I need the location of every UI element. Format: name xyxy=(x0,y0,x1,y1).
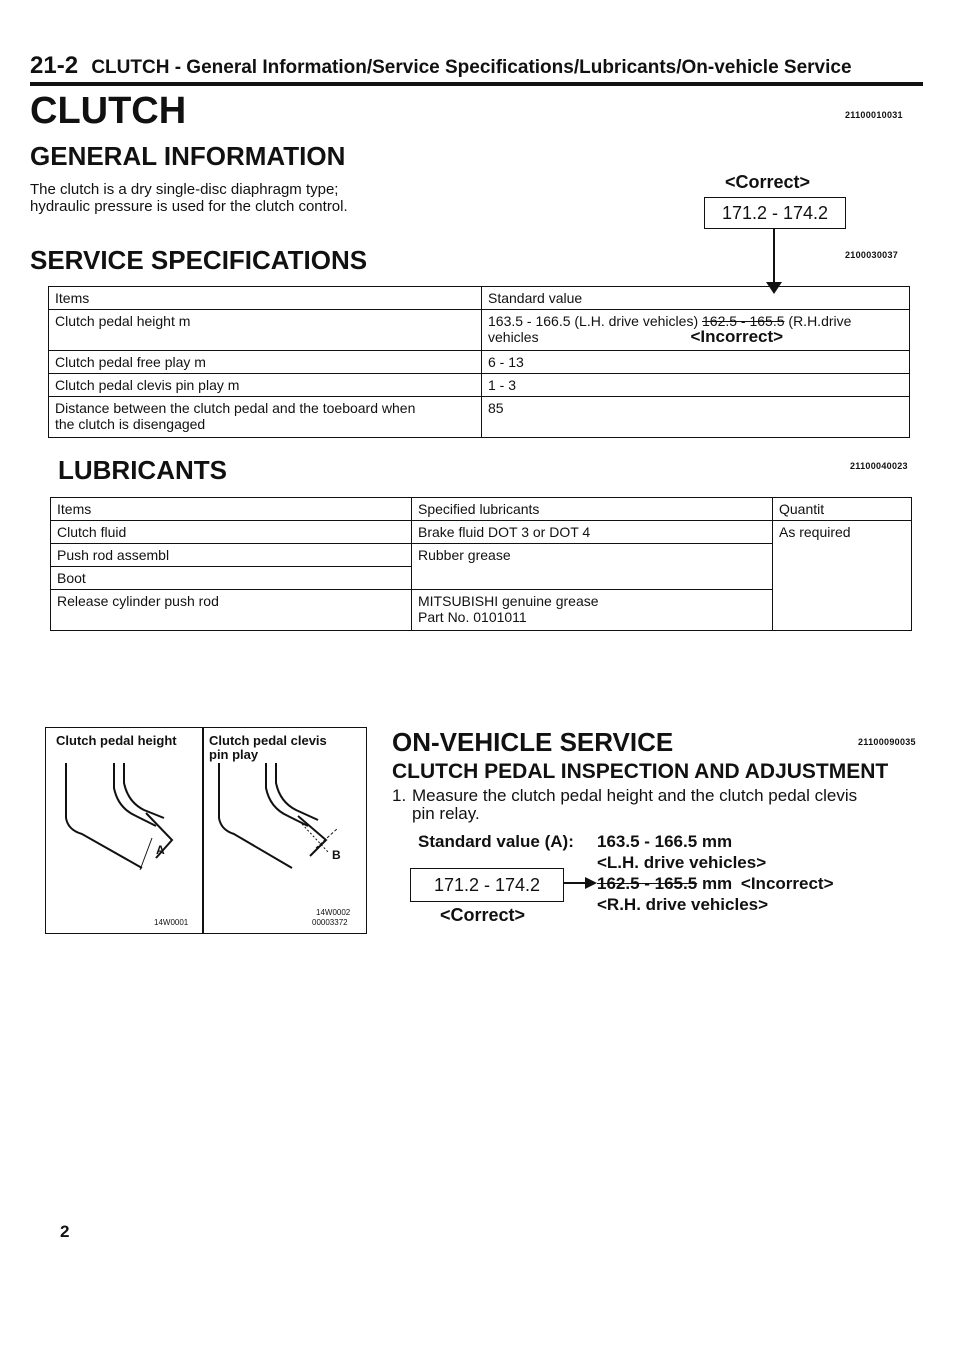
table-row xyxy=(49,351,910,374)
incorrect-line xyxy=(597,874,834,894)
incorrect-label: <Incorrect> xyxy=(690,327,784,346)
cell-line: the clutch is disengaged xyxy=(55,416,206,432)
pedal-drawing xyxy=(46,758,366,928)
correct-label-top: <Correct> xyxy=(725,172,811,192)
table-cell: Release cylinder push rod xyxy=(51,590,412,631)
table-cell: 85 xyxy=(482,397,910,438)
figure-left-label: Clutch pedal height xyxy=(56,733,177,748)
service-spec-table xyxy=(48,286,910,438)
cell-line: MITSUBISHI genuine grease xyxy=(418,593,599,609)
onvehicle-subheading: CLUTCH PEDAL INSPECTION AND ADJUSTMENT xyxy=(392,760,889,783)
header-title: CLUTCH - General Information/Service Specifications/Lubricants/On-vehicle Service xyxy=(91,57,852,78)
correct-label-bottom: <Correct> xyxy=(440,905,526,925)
table-row xyxy=(51,498,912,521)
lubricants-heading: LUBRICANTS xyxy=(58,455,227,485)
cell-line: Part No. 0101011 xyxy=(418,609,527,625)
table-cell: 1 - 3 xyxy=(482,374,910,397)
col-header: Items xyxy=(51,498,412,521)
step-line-2: pin relay. xyxy=(412,804,480,823)
table-row xyxy=(49,310,910,351)
rh-drive-label: <R.H. drive vehicles> xyxy=(597,895,769,914)
table-row xyxy=(51,521,912,544)
step-line-1: Measure the clutch pedal height and the clutch pedal clevis xyxy=(412,786,858,805)
lh-drive-label: <L.H. drive vehicles> xyxy=(597,853,767,872)
table-cell: Rubber grease xyxy=(412,544,773,590)
col-header: Standard value xyxy=(482,287,910,310)
table-row xyxy=(49,397,910,438)
correction-arrow-right xyxy=(563,876,599,890)
running-header xyxy=(30,52,852,80)
table-cell: Brake fluid DOT 3 or DOT 4 xyxy=(412,521,773,544)
page-code: 21-2 xyxy=(30,52,79,79)
cell-line: Distance between the clutch pedal and the toeboard when xyxy=(55,400,416,416)
pedal-figure xyxy=(45,727,367,934)
table-cell: Push rod assembl xyxy=(51,544,412,567)
table-row xyxy=(49,287,910,310)
figure-letter-a: A xyxy=(156,843,165,857)
spec-value: 163.5 - 166.5 (L.H. drive vehicles) xyxy=(488,313,699,329)
header-rule xyxy=(30,82,923,86)
lubricants-code: 21100040023 xyxy=(850,461,908,471)
col-header: Quantit xyxy=(773,498,912,521)
service-spec-heading: SERVICE SPECIFICATIONS xyxy=(30,245,368,275)
standard-value-label: Standard value (A): xyxy=(418,832,574,851)
correct-value-box-top: 171.2 - 174.2 xyxy=(704,197,846,229)
correction-arrow-line xyxy=(773,228,775,284)
table-row xyxy=(49,374,910,397)
table-cell: Clutch fluid xyxy=(51,521,412,544)
lubricants-table xyxy=(50,497,912,631)
service-spec-code: 2100030037 xyxy=(845,250,899,260)
main-title: CLUTCH xyxy=(30,90,187,132)
table-cell: Clutch pedal clevis pin play m xyxy=(49,374,482,397)
spec-value: vehicles xyxy=(488,329,539,345)
col-header: Items xyxy=(49,287,482,310)
figure-right-code-2: 00003372 xyxy=(312,918,348,927)
incorrect-label: <Incorrect> xyxy=(740,874,834,893)
table-cell xyxy=(49,397,482,438)
spec-value: (R.H.drive xyxy=(788,313,852,329)
table-cell: Clutch pedal free play m xyxy=(49,351,482,374)
table-cell: Boot xyxy=(51,567,412,590)
figure-right-label-2: pin play xyxy=(209,747,259,762)
correct-value-box-bottom: 171.2 - 174.2 xyxy=(410,868,564,902)
step-number: 1. xyxy=(392,786,407,805)
col-header: Specified lubricants xyxy=(412,498,773,521)
table-cell xyxy=(482,310,910,351)
general-line-1: The clutch is a dry single-disc diaphragm type; xyxy=(30,181,339,198)
figure-letter-b: B xyxy=(332,848,341,862)
table-cell: 6 - 13 xyxy=(482,351,910,374)
table-cell: Clutch pedal height m xyxy=(49,310,482,351)
figure-left-code: 14W0001 xyxy=(154,918,189,927)
page-number: 2 xyxy=(60,1222,70,1241)
strike-value: 162.5 - 165.5 xyxy=(702,313,785,329)
onvehicle-heading: ON-VEHICLE SERVICE xyxy=(392,727,674,757)
unit-mm: mm xyxy=(701,874,733,893)
general-line-2: hydraulic pressure is used for the clutch control. xyxy=(30,198,348,215)
figure-right-code-1: 14W0002 xyxy=(316,908,351,917)
table-cell xyxy=(412,590,773,631)
figure-right-label-1: Clutch pedal clevis xyxy=(209,733,327,748)
strike-value: 162.5 - 165.5 xyxy=(597,874,698,893)
onvehicle-code: 21100090035 xyxy=(858,737,916,747)
table-cell: As required xyxy=(773,521,912,631)
standard-value: 163.5 - 166.5 mm xyxy=(597,832,733,851)
general-heading: GENERAL INFORMATION xyxy=(30,141,346,171)
main-code: 21100010031 xyxy=(845,110,903,120)
